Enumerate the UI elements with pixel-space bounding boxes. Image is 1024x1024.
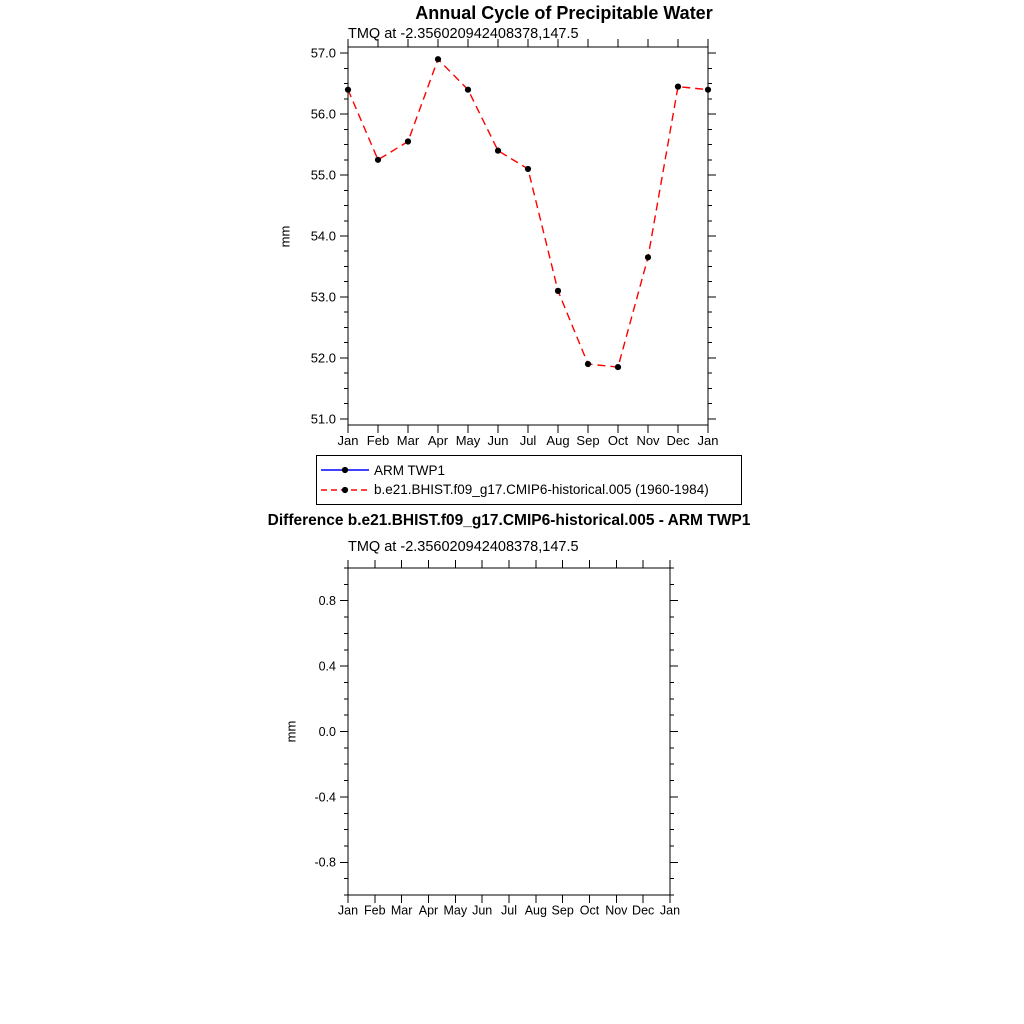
data-point-marker <box>435 56 441 62</box>
y-tick-label: -0.4 <box>314 790 336 805</box>
x-tick-label: Feb <box>366 433 390 448</box>
x-tick-label: Oct <box>579 903 600 918</box>
y-tick-label: 53.0 <box>310 289 336 305</box>
x-tick-label: Jan <box>337 903 359 918</box>
plot-box <box>348 47 708 425</box>
data-point-marker <box>495 148 501 154</box>
legend-box <box>316 455 742 505</box>
data-point-marker <box>345 87 351 93</box>
legend-label: ARM TWP1 <box>374 462 446 478</box>
x-tick-label: Mar <box>396 433 420 448</box>
data-series-line <box>348 59 708 367</box>
x-tick-label: Nov <box>636 433 660 448</box>
x-tick-label: Jan <box>697 433 719 448</box>
x-tick-label: Nov <box>605 903 628 918</box>
x-tick-label: Aug <box>524 903 547 918</box>
x-tick-label: Jul <box>501 903 517 918</box>
legend-item <box>321 464 737 478</box>
x-tick-label: Jun <box>487 433 509 448</box>
x-tick-label: Apr <box>418 903 439 918</box>
y-tick-label: 55.0 <box>310 167 336 183</box>
y-tick-label: 51.0 <box>310 411 336 427</box>
x-tick-label: Jul <box>519 433 537 448</box>
annual-cycle-y-axis-label: mm <box>277 225 293 248</box>
x-tick-label: Dec <box>666 433 690 448</box>
data-point-marker <box>465 87 471 93</box>
y-tick-label: 52.0 <box>310 350 336 366</box>
data-point-marker <box>675 84 681 90</box>
data-point-marker <box>375 157 381 163</box>
y-tick-label: 56.0 <box>310 106 336 122</box>
annual-cycle-chart <box>311 39 719 448</box>
plot-box <box>348 568 670 895</box>
y-tick-label: 57.0 <box>310 45 336 61</box>
legend-item <box>321 483 737 497</box>
legend-line-sample <box>321 464 369 476</box>
difference-subtitle: TMQ at -2.356020942408378,147.5 <box>348 539 579 555</box>
legend-label: b.e21.BHIST.f09_g17.CMIP6-historical.005 (1960-1984) <box>374 481 709 497</box>
data-point-marker <box>615 364 621 370</box>
x-tick-label: Jan <box>337 433 359 448</box>
annual-cycle-title: Annual Cycle of Precipitable Water <box>415 3 713 23</box>
y-tick-label: 0.4 <box>318 659 336 674</box>
data-point-marker <box>645 254 651 260</box>
x-tick-label: Apr <box>427 433 449 448</box>
x-tick-label: May <box>443 903 468 918</box>
x-tick-label: Mar <box>390 903 413 918</box>
x-tick-label: Feb <box>364 903 386 918</box>
y-tick-label: 54.0 <box>310 228 336 244</box>
x-tick-label: Aug <box>546 433 570 448</box>
data-point-marker <box>555 288 561 294</box>
data-point-marker <box>405 138 411 144</box>
difference-title: Difference b.e21.BHIST.f09_g17.CMIP6-historical.005 - ARM TWP1 <box>267 512 751 529</box>
x-tick-label: Dec <box>632 903 655 918</box>
x-tick-label: Oct <box>607 433 629 448</box>
y-tick-label: 0.0 <box>318 724 336 739</box>
x-tick-label: Sep <box>551 903 574 918</box>
data-point-marker <box>525 166 531 172</box>
data-point-marker <box>585 361 591 367</box>
legend-marker-dot <box>342 467 348 473</box>
difference-chart <box>314 560 680 918</box>
data-point-marker <box>705 87 711 93</box>
x-tick-label: Jun <box>472 903 493 918</box>
y-tick-label: -0.8 <box>314 855 336 870</box>
difference-y-axis-label: mm <box>283 720 299 743</box>
x-tick-label: Jan <box>659 903 681 918</box>
legend-line-sample <box>321 484 369 496</box>
legend-marker-dot <box>342 486 348 492</box>
x-tick-label: May <box>455 433 481 448</box>
x-tick-label: Sep <box>576 433 600 448</box>
annual-cycle-subtitle: TMQ at -2.356020942408378,147.5 <box>348 26 579 42</box>
y-tick-label: 0.8 <box>318 594 336 609</box>
